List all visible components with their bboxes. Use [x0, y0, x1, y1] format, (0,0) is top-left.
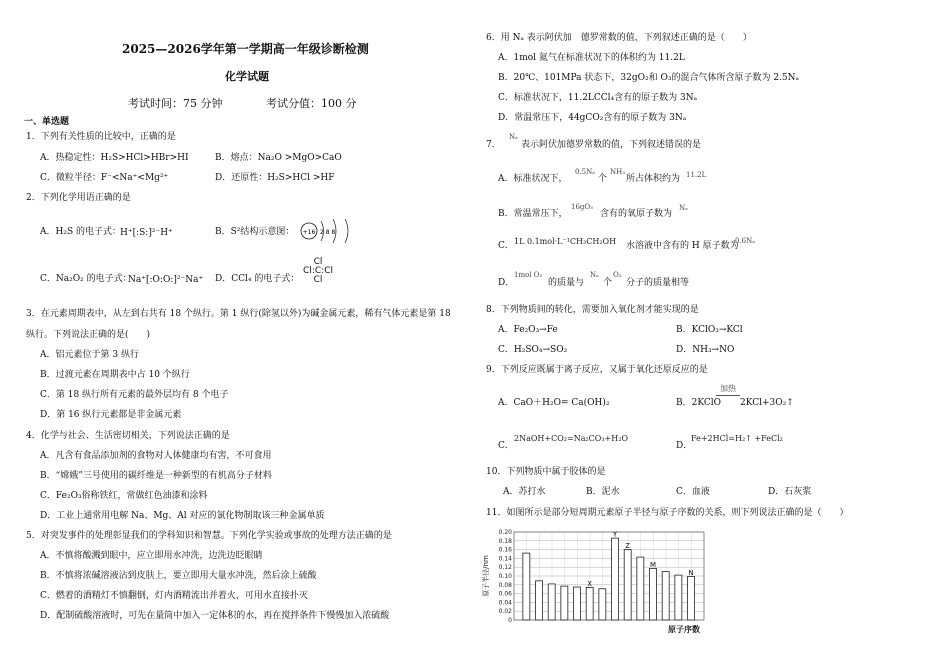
q6-option-c: C．标准状况下，11.2LCCl₄含有的原子数为 3Nₐ — [498, 93, 698, 103]
chart-bar-label: X — [587, 579, 593, 588]
h2s-electron-formula: H⁺[:S:]²⁻H⁺ — [120, 228, 173, 238]
q5-option-b: B．不慎将浓碱溶液沾到皮肤上，要立即用大量水冲洗，然后涂上硫酸 — [40, 571, 317, 581]
q8-stem: 8．下列物质间的转化，需要加入氧化剂才能实现的是 — [486, 305, 699, 315]
q4-option-b: B．“嫦娥”三号使用的碳纤维是一种新型的有机高分子材料 — [40, 471, 272, 481]
chart-y-axis-label: 原子半径/nm — [482, 555, 490, 597]
chart-bar — [624, 550, 631, 620]
q9-option-b-post: 2KCl+3O₂↑ — [740, 398, 794, 408]
chart-bar-label: Y — [612, 530, 618, 539]
q7-d-mid: 的质量与 — [548, 278, 585, 288]
q7-a-mid: 所占体积约为 — [626, 174, 681, 184]
chart-bar — [561, 586, 568, 620]
q1-stem: 1．下列有关性质的比较中，正确的是 — [26, 132, 176, 142]
q1-option-b: B．熔点：Na₂O >MgO>CaO — [215, 153, 342, 163]
q2-option-d: D．CCl₄ 的电子式： — [215, 274, 300, 284]
atomic-radius-chart — [478, 528, 718, 636]
q7-d-value-2: Nₐ — [590, 271, 599, 279]
chart-bar — [574, 587, 581, 620]
q5-option-d: D．配制硫酸溶液时，可先在量筒中加入一定体积的水，再在搅拌条件下慢慢加入浓硫酸 — [40, 611, 390, 621]
q7-d-value-1: 1mol O₂ — [514, 271, 543, 279]
q10-option-d: D．石灰浆 — [768, 487, 812, 497]
q10-stem: 10．下列物质中属于胶体的是 — [486, 467, 606, 477]
q7-c-value-1: 1L 0.1mol·L⁻¹CH₃CH₂OH — [514, 237, 617, 246]
q1-option-d: D．还原性：H₂S>HCl >HF — [215, 173, 335, 183]
chart-y-tick-label: 0 — [508, 617, 512, 624]
q6-stem: 6．用 Nₐ 表示阿伏加 德罗常数的值，下列叙述正确的是（ ） — [486, 33, 752, 43]
q3-option-b: B．过渡元素在周期表中占 10 个纵行 — [40, 370, 190, 380]
ccl4-electron-formula: Cl Cl:C:Cl Cl — [303, 257, 333, 285]
q2-option-a: A．H₂S 的电子式： — [40, 227, 121, 237]
chart-y-tick-label: 0.14 — [498, 555, 512, 563]
q1-option-a: A．热稳定性：H₂S>HCl>HBr>HI — [40, 153, 189, 163]
q2-stem: 2．下列化学用语正确的是 — [26, 193, 131, 203]
chart-bar-label: N — [688, 568, 694, 577]
q2-option-b: B．S²结构示意图： — [215, 227, 295, 237]
chart-y-tick-label: 0.12 — [498, 564, 512, 572]
q4-option-a: A．凡含有食品添加剂的食物对人体健康均有害，不可食用 — [40, 451, 272, 461]
chart-bar-label: Z — [625, 542, 631, 551]
chart-y-tick-label: 0.04 — [498, 599, 512, 607]
na2o2-electron-formula: Na⁺[:O:O:]²⁻Na⁺ — [128, 275, 204, 285]
exam-time: 考试时间：75 分钟 — [128, 97, 223, 110]
q7-a-value-3: 11.2L — [686, 171, 707, 179]
chart-y-tick-label: 0.08 — [498, 581, 512, 589]
exam-title: 2025—2026学年第一学期高一年级诊断检测 — [122, 42, 369, 56]
chart-y-tick-label: 0.10 — [498, 573, 512, 580]
q7-stem-text: 表示阿伏加德罗常数的值，下列叙述错误的是 — [521, 140, 702, 150]
chart-y-tick-label: 0.06 — [498, 590, 512, 598]
chart-bar — [612, 538, 619, 620]
q7-stem-number: 7． — [486, 140, 501, 150]
s2-shell-label: 2 8 8 — [320, 229, 336, 236]
chart-bar — [662, 572, 669, 620]
q4-option-c: C．Fe₂O₃俗称铁红，常做红色油漆和涂料 — [40, 491, 208, 501]
chart-bar — [688, 576, 695, 620]
q10-option-a: A．苏打水 — [503, 487, 546, 497]
q6-option-a: A．1mol 氦气在标准状况下的体积约为 11.2L — [498, 53, 685, 63]
section-heading: 一、单选题 — [24, 117, 70, 127]
chart-bar — [599, 589, 606, 620]
q7-stem-na: Nₐ — [509, 133, 518, 141]
q7-d-post: 分子的质量相等 — [626, 278, 690, 288]
q10-option-b: B．泥水 — [586, 487, 620, 497]
chart-bar — [675, 575, 682, 620]
sulfide-ion-structure-diagram — [297, 214, 359, 248]
q7-b-mid: 含有的氧原子数为 — [600, 209, 673, 219]
q5-stem: 5．对突发事件的处理彰显我们的学科知识和智慧。下列化学实验或事故的处理方法正确的是 — [26, 531, 392, 541]
q3-stem-line1: 3．在元素周期表中，从左到右共有 18 个纵行。第 1 纵行(除氢以外)为碱金属元素，稀有气体元素是第 18 — [26, 309, 451, 319]
q11-stem: 11．如图所示是部分短周期元素原子半径与原子序数的关系，则下列说法正确的是（ ） — [486, 508, 849, 518]
chart-y-tick-label: 0.20 — [498, 529, 512, 536]
q7-c-mid: 水溶液中含有的 H 原子数为 — [626, 241, 739, 251]
q3-option-a: A．铝元素位于第 3 纵行 — [40, 350, 139, 360]
q7-a-value-1: 0.5Nₐ — [575, 168, 595, 176]
s2-nucleus-label: +16 — [302, 229, 316, 236]
q7-option-d-prefix: D． — [498, 278, 515, 288]
chart-bar — [548, 584, 555, 620]
q6-option-b: B．20℃、101MPa 状态下，32gO₂和 O₃的混合气体所含原子数为 2.5Nₐ — [498, 73, 799, 83]
q9-b-condition: 加热 — [720, 384, 736, 393]
chart-x-axis-label: 原子序数 — [668, 625, 700, 634]
q1-option-c: C．微粒半径：F⁻<Na⁺<Mg²⁺ — [40, 173, 169, 183]
q9-stem: 9．下列反应既属于离子反应，又属于氧化还原反应的是 — [486, 365, 708, 375]
q5-option-c: C．燃着的酒精灯不慎翻倒，灯内酒精流出并着火，可用水直接扑灭 — [40, 591, 308, 601]
q7-a-measure: 个 — [598, 174, 608, 184]
exam-score: 考试分值：100 分 — [266, 97, 357, 110]
chart-bar-label: M — [649, 561, 657, 570]
q9-option-d-prefix: D． — [676, 441, 693, 451]
q7-option-c-prefix: C． — [498, 241, 514, 251]
chart-y-tick-label: 0.02 — [498, 608, 512, 616]
q7-b-value-1: 16gO₃ — [571, 203, 593, 211]
q7-b-value-2: Nₐ — [679, 204, 688, 212]
chart-bar — [650, 569, 657, 620]
q7-d-value-3: O₂ — [613, 271, 622, 279]
q7-option-b-prefix: B．常温常压下， — [498, 209, 568, 219]
q9-option-b-prefix: B．2KClO — [676, 398, 721, 408]
q2-option-c: C．Na₂O₂ 的电子式： — [40, 274, 132, 284]
q9-b-arrow-line — [716, 395, 740, 396]
chart-bar — [586, 587, 593, 620]
q4-stem: 4．化学与社会、生活密切相关，下列说法正确的是 — [26, 431, 230, 441]
q3-option-c: C．第 18 纵行所有元素的最外层均有 8 个电子 — [40, 390, 229, 400]
chart-bar — [523, 553, 530, 620]
q7-d-measure: 个 — [603, 278, 613, 288]
q3-option-d: D．第 16 纵行元素都是非金属元素 — [40, 410, 182, 420]
chart-bar — [637, 557, 644, 620]
q8-option-a: A．Fe₂O₃→Fe — [498, 325, 558, 335]
chart-y-tick-label: 0.18 — [498, 537, 512, 545]
subject-title: 化学试题 — [225, 70, 269, 83]
q9-option-c-prefix: C． — [498, 441, 514, 451]
q8-option-c: C．H₂SO₄→SO₂ — [498, 345, 568, 355]
q9-c-equation: 2NaOH+CO₂=Na₂CO₃+H₂O — [514, 434, 628, 443]
q7-c-value-2: 0.6Nₐ — [735, 237, 755, 245]
q6-option-d: D．常温常压下，44gCO₂含有的原子数为 3Nₐ — [498, 113, 687, 123]
chart-y-tick-label: 0.16 — [498, 546, 512, 554]
q9-d-equation: Fe+2HCl=H₂↑ +FeCl₂ — [691, 434, 783, 443]
q5-option-a: A．不慎将酸溅到眼中，应立即用水冲洗，边洗边眨眼睛 — [40, 551, 263, 561]
q4-option-d: D．工业上通常用电解 Na、Mg、Al 对应的氯化物制取该三种金属单质 — [40, 511, 325, 521]
q7-a-value-2: NH₃ — [610, 168, 626, 176]
q8-option-b: B．KClO₃→KCl — [676, 325, 743, 335]
q10-option-c: C．血液 — [676, 487, 710, 497]
q3-stem-line2: 纵行。下列说法正确的是( ) — [26, 330, 151, 340]
q7-option-a-prefix: A．标准状况下， — [498, 174, 568, 184]
q9-option-a: A．CaO＋H₂O= Ca(OH)₂ — [498, 398, 610, 408]
q8-option-d: D．NH₃→NO — [676, 345, 735, 355]
chart-bar — [536, 581, 543, 620]
